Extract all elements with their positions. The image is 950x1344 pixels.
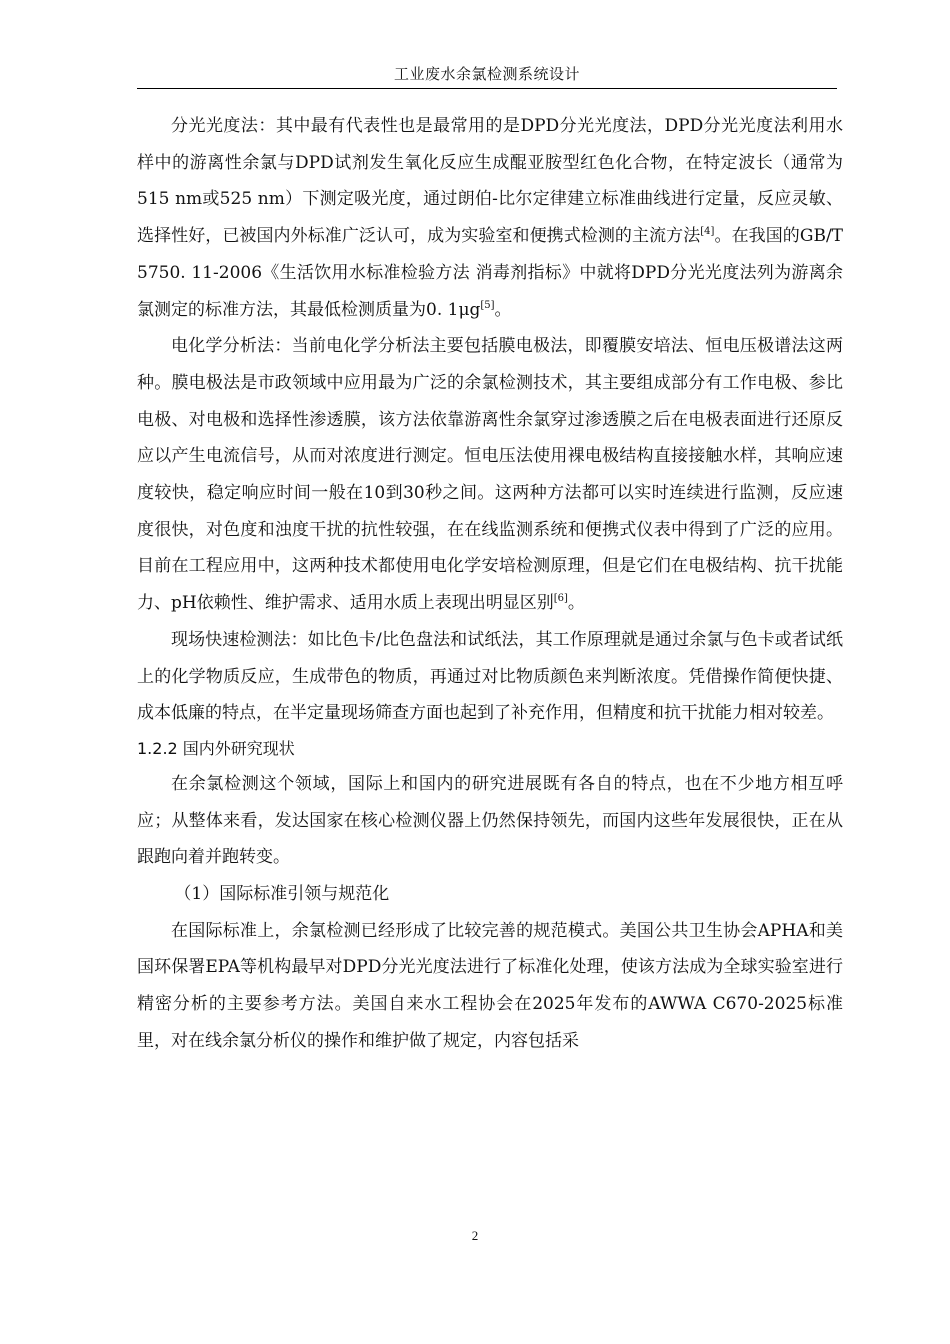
paragraph-text: 。 — [567, 593, 585, 614]
running-header: 工业废水余氯检测系统设计 — [137, 62, 837, 89]
citation-5[interactable]: [5] — [480, 299, 495, 311]
citation-4[interactable]: [4] — [700, 226, 715, 238]
citation-6[interactable]: [6] — [553, 593, 568, 605]
body-content — [137, 108, 843, 1060]
paragraph-research-status: 在余氯检测这个领域，国际上和国内的研究进展既有各自的特点，也在不少地方相互呼应；从整体来看，发达国家在核心检测仪器上仍然保持领先，而国内这些年发展很快，正在从跟跑向着并跑转变。 — [137, 773, 843, 868]
paragraph-text: 。 — [494, 299, 512, 320]
page-number: 2 — [471, 1228, 479, 1243]
paragraph-text: 电化学分析法：当前电化学分析法主要包括膜电极法，即覆膜安培法、恒电压极谱法这两种。膜电极法是市政领域中应用最为广泛的余氯检测技术，其主要组成部分有工作电极、参比电极、对电极和选择性渗透膜，该方法依靠游离性余氯穿过渗透膜之后在电极表面进行还原反应以产生电流信号，从而对浓度进行测定。恒电压法使用裸电极结构直接接触水样，其响应速度较快，稳定响应时间一般在10到30秒之间。这两种方法都可以实时连续进行监测，反应速度很快，对色度和浊度干扰的抗性较强，在在线监测系统和便携式仪表中得到了广泛的应用。目前在工程应用中，这两种技术都使用电化学安培检测原理，但是它们在电极结构、抗干扰能力、pH依赖性、维护需求、适用水质上表现出明显区别 — [137, 336, 843, 614]
paragraph-text: 。在我国的GB/T 5750. 11-2006《生活饮用水标准检验方法 消毒剂指标》中就将DPD分光光度法列为游离余氯测定的标准方法，其最低检测质量为0. 1μg — [137, 226, 844, 320]
paragraph-spectrophotometry — [137, 108, 843, 328]
paragraph-text: 分光光度法：其中最有代表性也是最常用的是DPD分光光度法，DPD分光光度法利用水样中的游离性余氯与DPD试剂发生氧化反应生成醌亚胺型红色化合物，在特定波长（通常为515 nm或525 nm）下测定吸光度，通过朗伯-比尔定律建立标准曲线进行定量，反应灵敏、选择性好，已被国内外标准广泛认可，成为实验室和便携式检测的主流方法 — [137, 116, 843, 247]
section-heading: 1.2.2 国内外研究现状 — [137, 738, 295, 758]
paragraph-rapid-detection: 现场快速检测法：如比色卡/比色盘法和试纸法，其工作原理就是通过余氯与色卡或者试纸上的化学物质反应，生成带色的物质，再通过对比物质颜色来判断浓度。凭借操作简便快捷、成本低廉的特点，在半定量现场筛查方面也起到了补充作用，但精度和抗干扰能力相对较差。 — [137, 629, 843, 724]
list-item-international-standards: （1）国际标准引领与规范化 — [174, 884, 390, 905]
paragraph-electrochemistry — [137, 328, 843, 622]
paragraph-international-standards: 在国际标准上，余氯检测已经形成了比较完善的规范模式。美国公共卫生协会APHA和美国环保署EPA等机构最早对DPD分光光度法进行了标准化处理，使该方法成为全球实验室进行精密分析的主要参考方法。美国自来水工程协会在2025年发布的AWWA C670-2025标准里，对在线余氯分析仪的操作和维护做了规定，内容包括采 — [137, 920, 843, 1051]
